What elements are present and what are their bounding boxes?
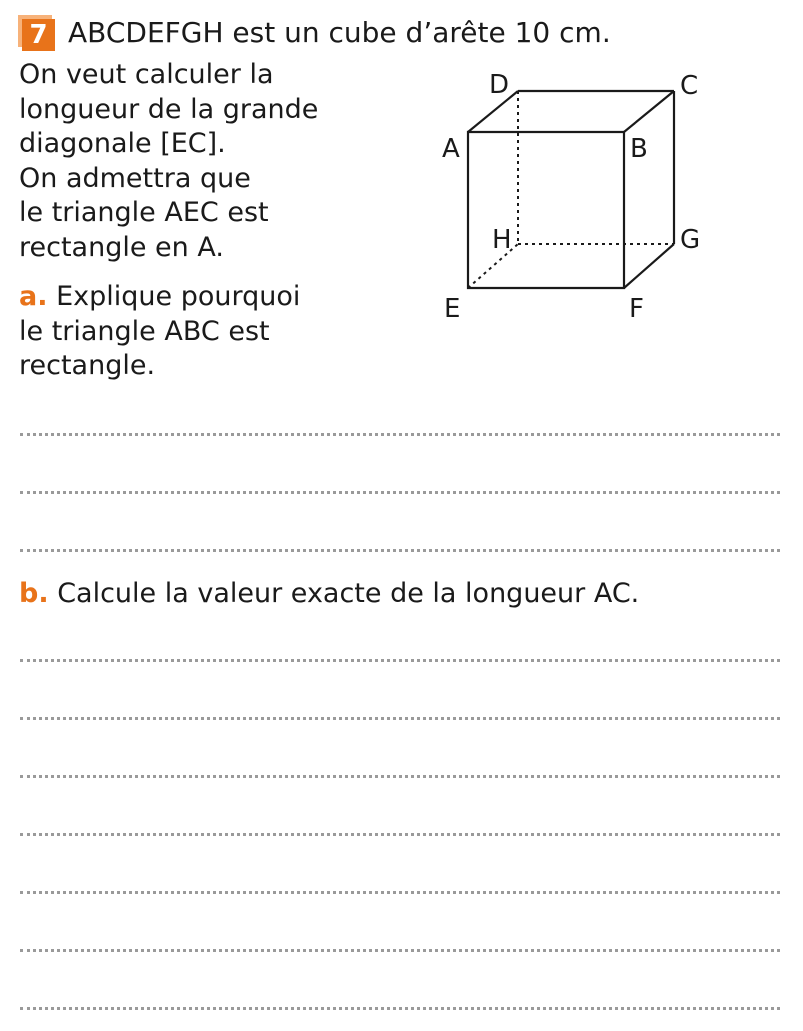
question-a-line: le triangle ABC est — [19, 315, 270, 347]
answer-line-b[interactable] — [20, 949, 780, 952]
intro-line: On veut calculer la — [19, 59, 274, 90]
intro-line: le triangle AEC est — [19, 197, 269, 228]
vertex-label-e: E — [444, 294, 461, 324]
vertex-label-d: D — [489, 70, 510, 100]
answer-line-b[interactable] — [20, 1007, 780, 1010]
vertex-label-f: F — [629, 294, 644, 324]
vertex-label-a: A — [442, 134, 460, 164]
question-b — [19, 574, 639, 614]
question-a-text: Explique pourquoi — [56, 281, 301, 312]
answer-line-b[interactable] — [20, 717, 780, 720]
cube-figure — [420, 60, 720, 330]
face-abfe — [468, 132, 624, 288]
question-a-line — [19, 280, 300, 315]
answer-line-b[interactable] — [20, 659, 780, 662]
vertex-label-g: G — [680, 225, 701, 255]
intro-line: On admettra que — [19, 162, 251, 194]
edge-bc — [624, 91, 674, 132]
answer-line-a[interactable] — [20, 549, 780, 552]
question-b-label: b. — [19, 578, 49, 609]
vertex-label-b: B — [630, 134, 648, 164]
exercise-title: ABCDEFGH est un cube d’arête 10 cm. — [68, 16, 611, 49]
question-b-text: Calcule la valeur exacte de la longueur AC. — [57, 578, 640, 609]
answer-line-b[interactable] — [20, 775, 780, 778]
intro-line: diagonale [EC]. — [19, 128, 226, 159]
answer-line-b[interactable] — [20, 833, 780, 836]
answer-line-a[interactable] — [20, 491, 780, 494]
question-a-line: rectangle. — [19, 350, 156, 381]
intro-line: longueur de la grande — [19, 93, 319, 125]
question-a-label: a. — [19, 281, 48, 312]
answer-line-a[interactable] — [20, 433, 780, 436]
intro-text — [19, 58, 318, 265]
vertex-label-h: H — [492, 225, 512, 255]
exercise-number: 7 — [22, 19, 55, 51]
vertex-label-c: C — [680, 71, 699, 101]
intro-line: rectangle en A. — [19, 231, 224, 263]
answer-line-b[interactable] — [20, 891, 780, 894]
edge-fg — [624, 244, 674, 288]
exercise-number-badge — [18, 15, 58, 51]
question-a — [19, 280, 300, 384]
